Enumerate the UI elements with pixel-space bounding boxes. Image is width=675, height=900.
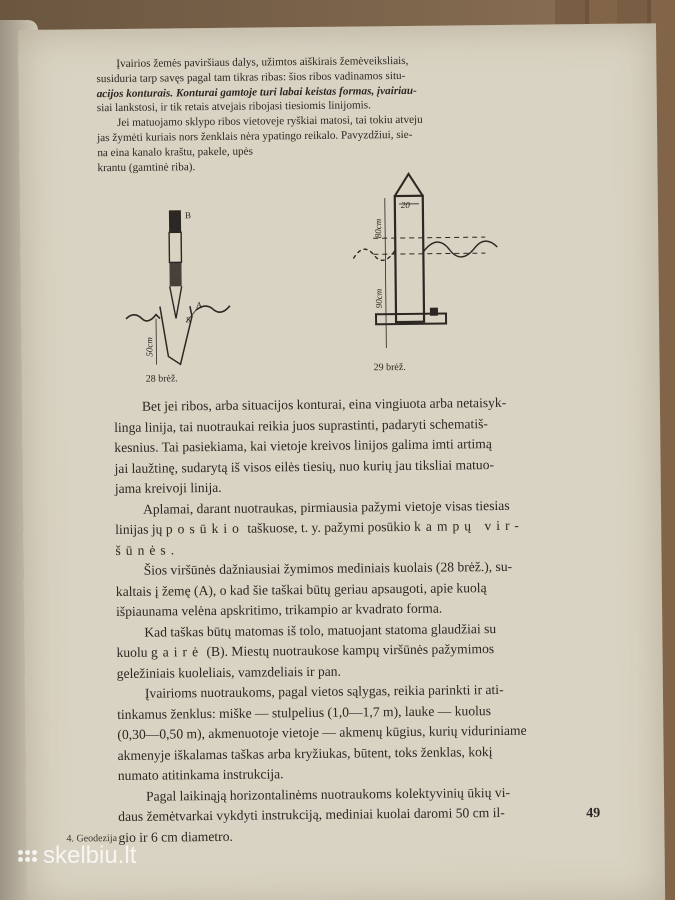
text-fragment: kuolu (116, 644, 148, 661)
dim-90cm: 90cm (373, 288, 384, 309)
page-footer: 4. Geodezija (66, 833, 118, 845)
text-line: Įvairios žemės paviršiaus dalys, užimtos aiškirais žemėveiksliais, (116, 54, 409, 70)
figure-29-post-diagram (324, 167, 516, 369)
text-line: Kad taškas būtų matomas iš tolo, matuojant statoma glaudžiai su (144, 620, 497, 640)
dim-80cm: 80cm (372, 218, 384, 239)
label-s: S (185, 315, 191, 325)
text-line: Aplamai, darant nuotraukas, pirmiausia pažymi vietoje visas tiesias (142, 497, 510, 517)
text-line: jai laužtinę, sudarytą iš visos eilės tiesių, nuo kurių jau tiksliai matuo- (114, 456, 495, 476)
text-fragment: linijas jų (115, 521, 163, 538)
text-fragment: taškuose, t. y. pažymi posūkio (247, 518, 411, 536)
spaced-term-posukio: posūkio (165, 520, 244, 537)
text-line: kaltais į žemę (A), o kad šie taškai būtų geriau apsaugoti, apie kuolą (115, 579, 487, 599)
text-line: krantu (gamtinė riba). (97, 160, 196, 174)
text-line: jas žymėti kuriais nors ženklais nėra ypatingo reikalo. Pavyzdžiui, sie- (97, 128, 413, 145)
body-text (114, 392, 589, 848)
text-line: susiduria tarp savęs pagal tam tikras ribas: šios ribos vadinamos situ- (96, 69, 406, 85)
text-line: tinkamus ženklus: miške — stulpelius (1,0—1,7 m), lauke — kuolus (117, 702, 492, 722)
dim-50cm: 50cm (144, 337, 155, 357)
figure-29-caption: 29 brėž. (373, 361, 406, 374)
spaced-term-kampu: kampų vir- (413, 517, 524, 534)
text-line: na eina kanalo kraštu, pakele, upės (97, 145, 253, 159)
text-line: (0,30—0,50 m), akmenuotoje vietoje — akmenų kūgius, kurių viduriniame (117, 722, 527, 742)
text-line: Įvairioms nuotraukoms, pagal vietos sąlygas, reikia parinkti ir ati- (144, 681, 504, 701)
label-a: A (195, 300, 203, 311)
figure-28-stake-diagram (115, 206, 247, 377)
text-line: jama kreivoji linija. (114, 479, 222, 497)
text-line: geležiniais kuoleliais, vamzdeliais ir pan. (116, 663, 342, 681)
text-line: siai lankstosi, ir tik retais atvejais ribojasi tiesiomis linijomis. (96, 99, 371, 115)
text-line: akmenyje iškalamas taškas arba kryžiukas, būtent, toks ženklas, kokį (117, 743, 493, 763)
text-fragment: (B). Miestų nuotraukose kampų viršūnės pažymimos (206, 641, 495, 660)
text-line: acijos konturais. Konturai gamtoje turi labai keistas formas, įvairiau- (96, 84, 417, 100)
text-line: Jei matuojamo sklypo ribos vietoveje ryškiai matosi, tai tokiu atveju (116, 113, 423, 130)
label-b: B (184, 210, 192, 221)
book-page (18, 23, 665, 900)
text-line: numato atitinkama instrukcija. (117, 766, 284, 783)
text-line: Šios viršūnės dažniausiai žymimos mediniais kuolais (28 brėž.), su- (143, 558, 513, 578)
page-number: 49 (586, 805, 601, 822)
watermark-logo-icon (18, 850, 37, 862)
text-line: kesnius. Tai pasiekiama, kai vietoje kreivos linijos galima imti artimą (114, 436, 492, 456)
watermark-text: skelbiu.lt (43, 842, 137, 869)
spaced-term-gaire: gairė (150, 644, 204, 660)
text-line: gio ir 6 cm diametro. (118, 828, 233, 845)
intro-paragraph (96, 53, 537, 176)
text-line: Pagal laikinąją horizontalinėms nuotraukoms kolektyvinių ūkių vi- (145, 784, 511, 804)
text-line: Bet jei ribos, arba situacijos konturai, eina vingiuota arba netaisyk- (141, 394, 507, 414)
text-line: daus žemėtvarkai vykdyti instrukciją, mediniai kuolai daromi 50 cm il- (118, 804, 505, 824)
watermark (18, 842, 136, 870)
text-line: išpiaunama velėna apskritimo, trikampio ar kvadrato forma. (116, 600, 443, 620)
text-line: linga linija, tai nuotraukai reikia juos suprastinti, padaryti schematiš- (114, 415, 488, 435)
spaced-term-virsunes: šūnės. (115, 541, 180, 558)
figure-28-caption: 28 brėž. (145, 373, 178, 385)
dim-20: 20 (400, 199, 410, 211)
